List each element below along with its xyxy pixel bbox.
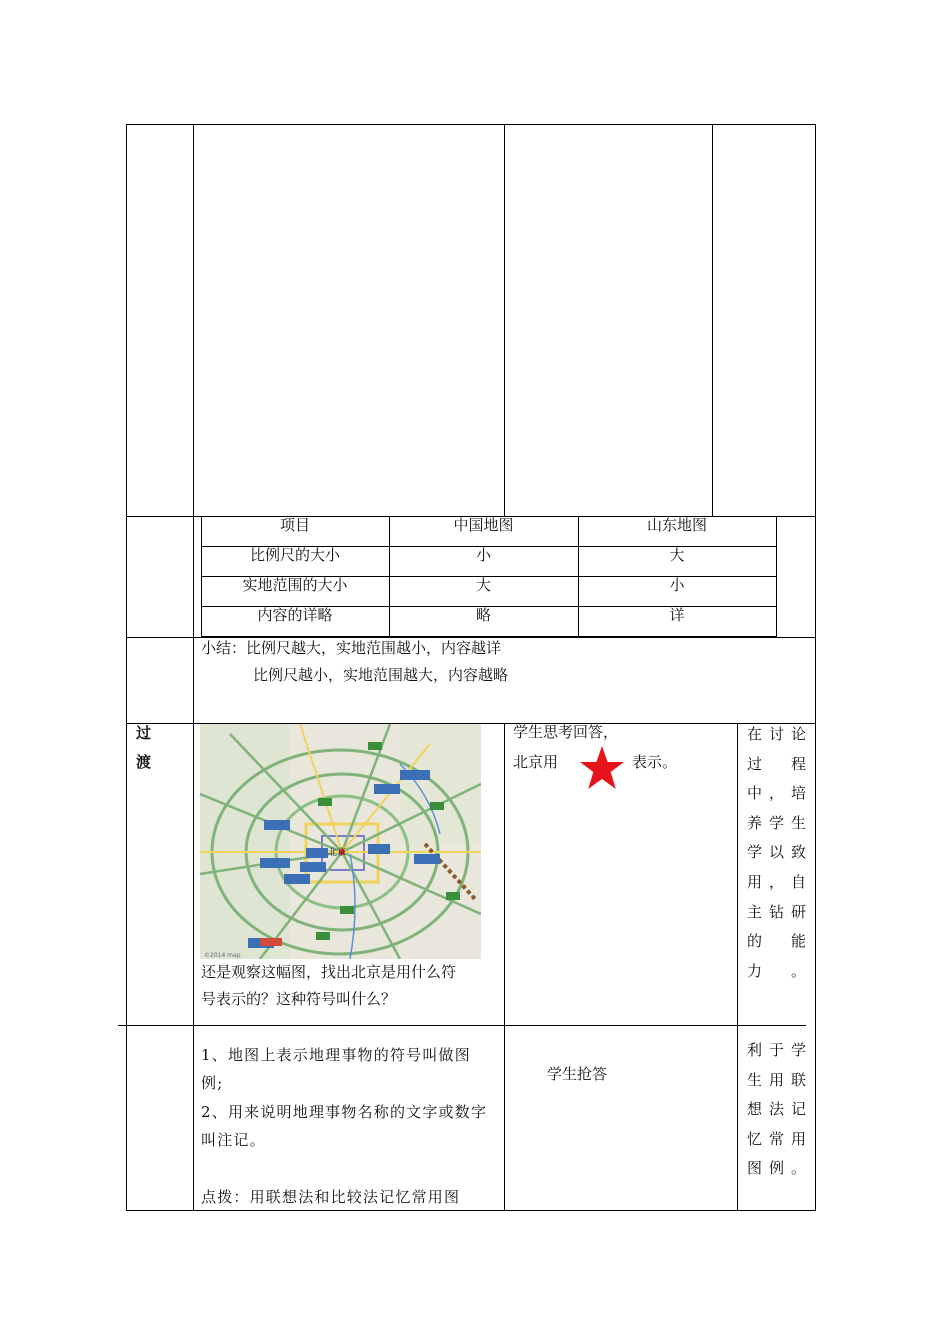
legend-content-line: 1、地图上表示地理事物的符号叫做图 <box>201 1046 471 1064</box>
summary-line-2: 比例尺越小，实地范围越大，内容越略 <box>253 666 509 684</box>
student-answer-line-1: 学生思考回答， <box>513 723 619 741</box>
legend-content-line: 例; <box>201 1074 224 1093</box>
question-line-2: 号表示的？这种符号叫什么？ <box>201 990 397 1008</box>
svg-text:©2014 map: ©2014 map <box>204 952 241 959</box>
table-header-china: 中国地图 <box>453 516 514 534</box>
purpose-line: 想法记 <box>747 1100 806 1119</box>
legend-content-line: 叫注记。 <box>201 1131 266 1150</box>
purpose-line: 主钻研 <box>747 902 806 921</box>
beijing-map-image <box>200 724 481 959</box>
student-answer-prefix: 北京用 <box>513 753 559 771</box>
purpose-line: 用，自 <box>747 873 806 891</box>
table-cell: 详 <box>669 606 685 624</box>
purpose-line: 生用联 <box>747 1070 806 1089</box>
table-cell: 大 <box>475 576 491 594</box>
student-answer-suffix: 表示。 <box>632 753 678 771</box>
purpose-line: 图例。 <box>747 1159 806 1178</box>
map-center-label: 北京 <box>328 848 347 858</box>
table-header-shandong: 山东地图 <box>646 516 707 534</box>
purpose-line: 利于学 <box>747 1041 806 1059</box>
purpose-line: 的能 <box>747 932 806 951</box>
table-cell: 小 <box>475 546 491 564</box>
question-line-1: 还是观察这幅图，找出北京是用什么符 <box>201 963 457 981</box>
purpose-line: 养学生 <box>747 813 806 832</box>
table-header-item: 项目 <box>279 516 310 534</box>
purpose-line: 在讨论 <box>747 725 806 743</box>
purpose-line: 忆常用 <box>747 1129 806 1148</box>
summary-line-1: 小结：比例尺越大，实地范围越小，内容越详 <box>201 639 502 657</box>
table-cell: 小 <box>669 576 685 594</box>
purpose-line: 中，培 <box>747 784 806 803</box>
table-cell: 略 <box>475 606 491 624</box>
table-cell: 大 <box>669 546 685 564</box>
transition-label-1: 过 <box>136 724 152 742</box>
table-cell: 内容的详略 <box>257 606 333 624</box>
purpose-line: 学以致 <box>747 843 806 862</box>
student-rush-answer: 学生抢答 <box>547 1065 608 1083</box>
legend-content-line: 2、用来说明地理事物名称的文字或数字 <box>201 1102 488 1121</box>
table-cell: 实地范围的大小 <box>242 576 348 594</box>
purpose-line: 力。 <box>747 961 806 980</box>
star-icon <box>578 745 626 791</box>
transition-label-2: 渡 <box>136 753 152 771</box>
purpose-line: 过程 <box>747 754 806 773</box>
legend-content-line: 点拨：用联想法和比较法记忆常用图 <box>201 1188 461 1206</box>
table-cell: 比例尺的大小 <box>249 546 340 564</box>
